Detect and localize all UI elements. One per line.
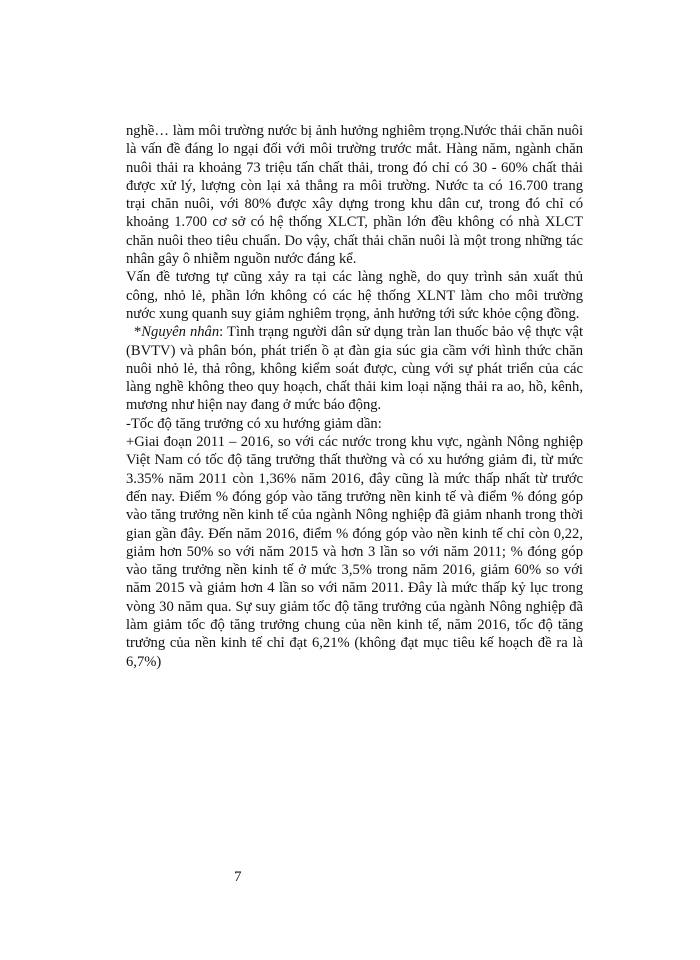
cause-text: : Tình trạng người dân sử dụng tràn lan thuốc bảo vệ thực vật (BVTV) và phân bón, phát triển ồ ạt đàn gia súc gia cầm với hình thức chăn nuôi nhỏ lẻ, thả rông, không kiểm soát được, cùng với sự phát triển của các làng nghề không theo quy hoạch, chất thải kim loại nặng thải ra ao, hồ, kênh, mương như hiện nay đang ở mức báo động. — [126, 324, 584, 414]
paragraph-causes — [126, 323, 583, 414]
body-text — [126, 122, 583, 671]
page-number: 7 — [234, 869, 242, 885]
cause-prefix: * — [134, 324, 142, 341]
cause-label: Nguyên nhân — [141, 324, 220, 341]
paragraph-growth-heading: -Tốc độ tăng trưởng có xu hướng giảm dần: — [126, 415, 382, 432]
paragraph-craft-villages: Vấn đề tương tự cũng xảy ra tại các làng nghề, do quy trình sản xuất thủ công, nhỏ lẻ, phần lớn không có các hệ thống XLNT làm cho môi trường nước xung quanh suy giảm nghiêm trọng, ảnh hưởng tới sức khỏe cộng đồng. — [126, 269, 583, 322]
paragraph-growth-detail: +Giai đoạn 2011 – 2016, so với các nước trong khu vực, ngành Nông nghiệp Việt Nam có tốc độ tăng trưởng thất thường và có xu hướng giảm đi, từ mức 3.35% năm 2011 còn 1,36% năm 2016, đây cũng là mức thấp nhất từ trước đến nay. Điểm % đóng góp vào tăng trưởng nền kinh tế và điểm % đóng góp vào tăng trưởng nền kinh tế của ngành Nông nghiệp đã giảm nhanh trong thời gian gần đây. Đến năm 2016, điểm % đóng góp vào nền kinh tế chỉ còn 0,22, giảm hơn 50% so với năm 2015 và hơn 3 lần so với năm 2011; % đóng góp vào tăng trưởng nền kinh tế ở mức 3,5% trong năm 2016, giảm 60% so với năm 2015 và giảm hơn 4 lần so với năm 2011. Đây là mức thấp kỷ lục trong vòng 30 năm qua. Sự suy giảm tốc độ tăng trưởng của ngành Nông nghiệp đã làm giảm tốc độ tăng trưởng chung của nền kinh tế, năm 2016, tốc độ tăng trưởng của nền kinh tế chỉ đạt 6,21% (không đạt mục tiêu kế hoạch đề ra là 6,7%) — [126, 434, 583, 670]
paragraph-livestock-wastewater: nghề… làm môi trường nước bị ảnh hưởng nghiêm trọng.Nước thải chăn nuôi là vấn đề đáng lo ngại đối với môi trường trước mắt. Hàng năm, ngành chăn nuôi thải ra khoảng 73 triệu tấn chất thải, trong đó chỉ có 30 - 60% chất thải được xử lý, lượng còn lại xả thẳng ra môi trường. Nước ta có 16.700 trang trại chăn nuôi, với 80% được xây dựng trong khu dân cư, trong đó chỉ có khoảng 1.700 cơ sở có hệ thống XLCT, phần lớn đều không có nhà XLCT chăn nuôi theo tiêu chuẩn. Do vậy, chất thải chăn nuôi là một trong những tác nhân gây ô nhiễm nguồn nước đáng kể. — [126, 123, 583, 268]
